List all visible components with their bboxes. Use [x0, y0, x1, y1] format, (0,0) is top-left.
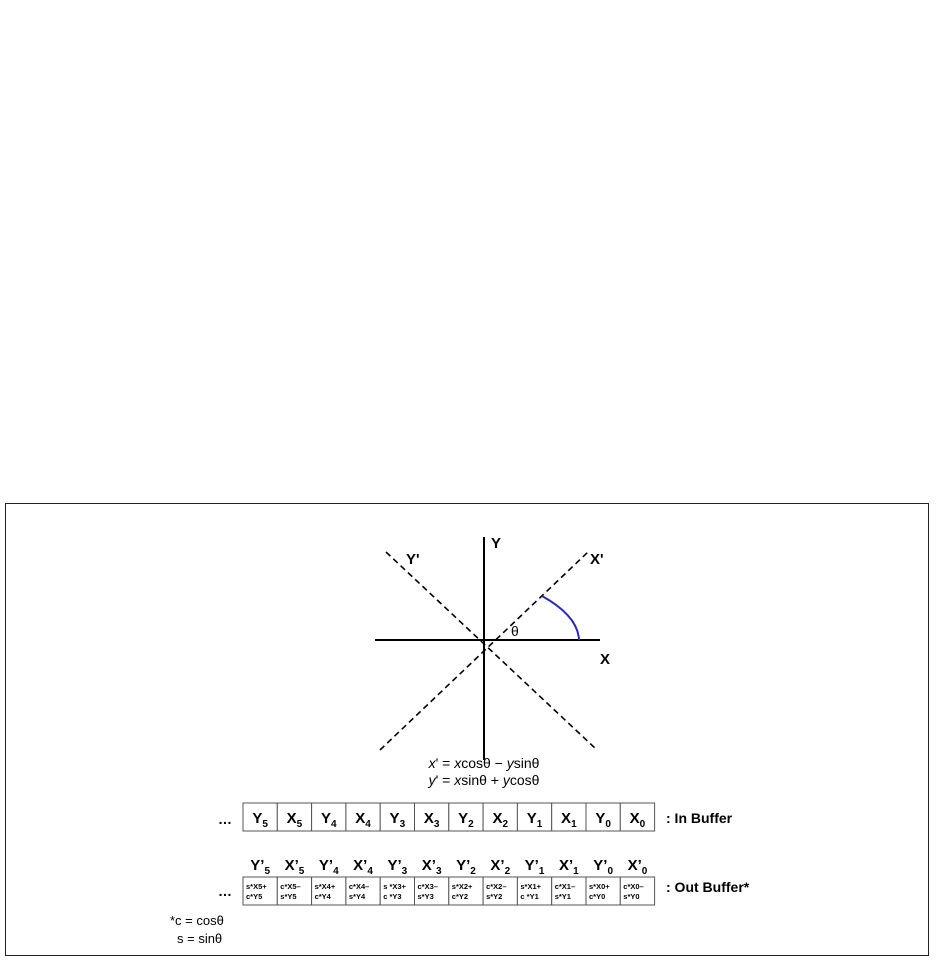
in-buffer-cell-label: $X_3$ — [423, 810, 440, 830]
in-buffer-ellipsis: … — [218, 811, 232, 827]
in-buffer-cell-label: $Y_2$ — [458, 810, 474, 830]
out-buffer-cell-text: c*X0– — [623, 882, 644, 891]
in-buffer-cell-label: $X_0$ — [629, 810, 646, 830]
out-buffer-header: $Y’_4$ — [318, 857, 339, 877]
out-buffer-cell-text: c*X1– — [554, 882, 576, 891]
in-buffer — [243, 803, 655, 831]
out-buffer-cell-text: s*X0+ — [589, 882, 610, 891]
out-buffer-cell-text: c *Y1 — [520, 892, 539, 901]
out-buffer-header: $X’_0$ — [627, 857, 648, 877]
footnote-sin: s = sinθ — [177, 931, 223, 946]
out-buffer — [243, 877, 655, 905]
out-buffer-header: $Y’_1$ — [524, 857, 545, 877]
out-buffer-cell-text: s*Y4 — [348, 892, 366, 901]
out-buffer-cell-text: c*X4– — [348, 882, 370, 891]
in-buffer-cell-label: $X_1$ — [561, 810, 577, 830]
out-buffer-cell-text: s*X2+ — [451, 882, 473, 891]
out-buffer-cell-text: s*Y1 — [554, 892, 571, 901]
y-rot-label: Y' — [406, 551, 420, 568]
out-buffer-cell-text: s*Y3 — [417, 892, 434, 901]
out-buffer-ellipsis: … — [218, 883, 232, 899]
in-buffer-cell-label: $Y_3$ — [389, 810, 406, 830]
out-buffer-cell-text: c*Y0 — [589, 892, 606, 901]
x-axis-label: X — [600, 651, 611, 668]
in-buffer-cell-label: $X_4$ — [355, 810, 371, 830]
out-buffer-header: $Y’_3$ — [387, 857, 408, 877]
out-buffer-cell-text: s*X1+ — [520, 882, 542, 891]
out-buffer-cell-text: s*Y2 — [486, 892, 503, 901]
out-buffer-header: $X’_2$ — [490, 857, 511, 877]
out-buffer-header: $Y’_5$ — [250, 857, 271, 877]
out-buffer-cell-text: c*Y5 — [246, 892, 263, 901]
equation-1: x' = xcosθ − ysinθ — [428, 755, 540, 771]
y-axis-label: Y — [491, 535, 502, 552]
in-buffer-cell-label: $Y_5$ — [252, 810, 268, 830]
out-buffer-cell-text: s*Y0 — [623, 892, 640, 901]
x-rot-label: X' — [590, 551, 604, 568]
in-buffer-label: : In Buffer — [666, 810, 733, 826]
out-buffer-header: $Y’_2$ — [456, 857, 476, 877]
out-buffer-headers — [250, 857, 647, 877]
in-buffer-cell-label: $Y_1$ — [526, 810, 543, 830]
out-buffer-cell-text: s*Y5 — [280, 892, 297, 901]
out-buffer-cell-text: c*Y4 — [314, 892, 331, 901]
footnote-cos: *c = cosθ — [170, 913, 224, 928]
y-rot-axis — [386, 552, 596, 749]
out-buffer-cell-text: s *X3+ — [383, 882, 406, 891]
out-buffer-header: $X’_1$ — [558, 857, 579, 877]
in-buffer-cell-label: $X_2$ — [492, 810, 509, 830]
in-buffer-cell-label: $X_5$ — [286, 810, 303, 830]
out-buffer-cell-text: c*X2– — [486, 882, 507, 891]
angle-arc — [542, 596, 579, 640]
out-buffer-header: $X’_5$ — [284, 857, 305, 877]
out-buffer-cell-text: s*X4+ — [314, 882, 336, 891]
out-buffer-cell-text: c*Y2 — [451, 892, 469, 901]
out-buffer-cell-text: c *Y3 — [383, 892, 402, 901]
angle-label: θ — [511, 623, 519, 639]
out-buffer-cell-text: s*X5+ — [246, 882, 267, 891]
diagram-frame — [5, 503, 929, 956]
out-buffer-header: $X’_3$ — [421, 857, 442, 877]
out-buffer-header: $X’_4$ — [353, 857, 373, 877]
equation-2: y' = xsinθ + ycosθ — [428, 772, 540, 788]
out-buffer-cell-text: c*X3– — [417, 882, 438, 891]
in-buffer-cell-label: $Y_4$ — [320, 810, 337, 830]
out-buffer-label: : Out Buffer* — [666, 879, 750, 895]
in-buffer-cell-label: $Y_0$ — [595, 810, 611, 830]
out-buffer-cell-text: c*X5– — [280, 882, 301, 891]
rotation-diagram — [6, 504, 928, 955]
out-buffer-header: $Y’_0$ — [593, 857, 614, 877]
